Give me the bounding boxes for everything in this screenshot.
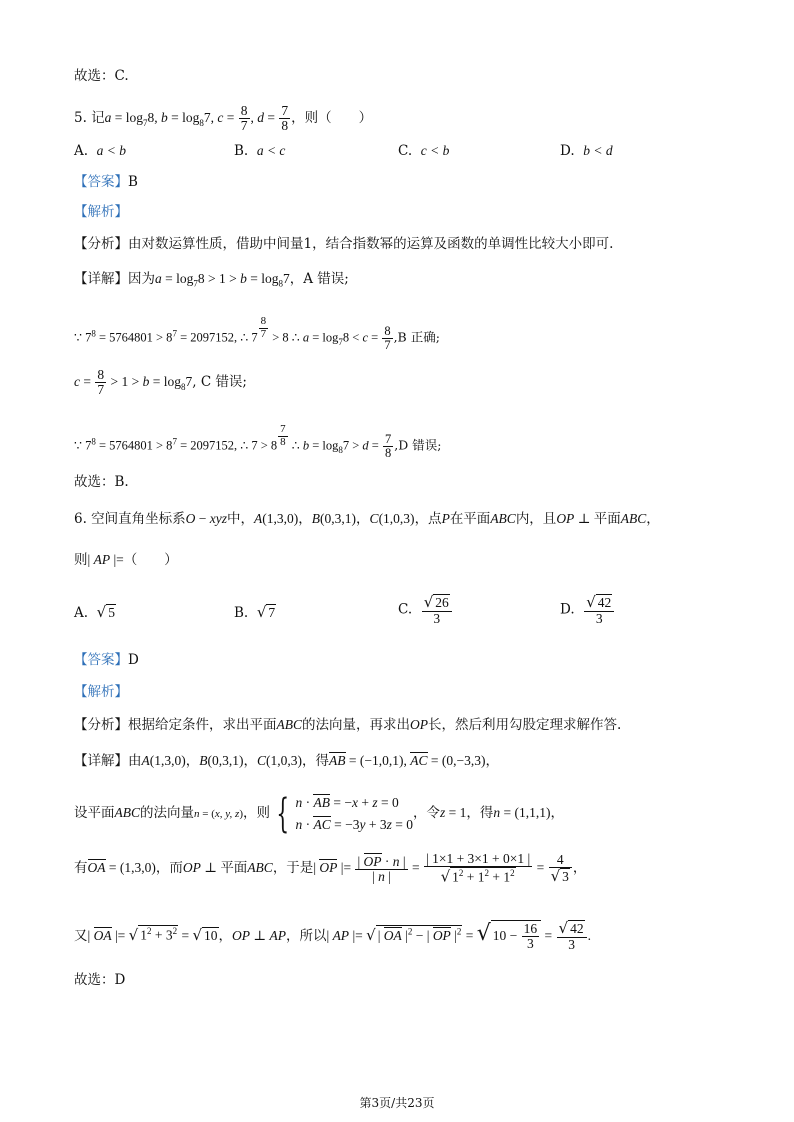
- prev-conclusion: 故选：C.: [74, 68, 129, 84]
- q6-option-b: B. √ 7: [234, 603, 276, 621]
- q5-jiexi: 【解析】: [74, 204, 128, 220]
- q5-xiangjie: 【详解】因为$a = \log_78 > 1 > b = \log_87$，A 错误;: [74, 271, 349, 289]
- q6-option-a: A. √ 5: [74, 603, 115, 621]
- q5-line4: ∵ $7^8 = 5764801 > 8^7 = 2097152$, ∴ 7 > 8 $^{\frac{7}{8}}$ ∴ $b = \log_87 > d$ = $\frac{7}{8}$ ,D 错误;: [74, 423, 442, 460]
- q6-normal: 设平面ABC的法向量n = (x, y, z)，则 { n · AB = −x + z = 0 n · AC = −3y + 3z = 0 ，令z = 1，得n = (1,1,1)，: [74, 790, 564, 837]
- q5-answer: 【答案】B: [74, 174, 138, 190]
- q5-conclusion: 故选：B.: [74, 474, 129, 490]
- q6-answer: 【答案】D: [74, 652, 139, 668]
- q5-fenxi: 【分析】由对数运算性质，借助中间量1，结合指数幂的运算及函数的单调性比较大小即可.: [74, 236, 614, 252]
- q5-option-a: A. a < b: [74, 143, 127, 159]
- q6-stem: 6. 空间直角坐标系O − xyz中，A(1,3,0)，B(0,3,1)，C(1,0,3)，点P在平面ABC内，且OP ⊥ 平面ABC，: [74, 511, 660, 527]
- q5-option-d: D. b < d: [560, 143, 613, 159]
- q5-line3: c = $\frac{8}{7}$ > $1 > b = \log_87$, C 错误;: [74, 367, 247, 398]
- q5-option-b: B. a < c: [234, 143, 286, 159]
- q5-stem-suffix: ，则（ ）: [291, 110, 373, 127]
- q5-line2: ∵ $7^8 = 5764801 > 8^7 = 2097152$, ∴ 7 $^{\frac{8}{7}}$ > 8 ∴ $a = \log_78 < c$ = $\frac{8}{7}$ ,B 正确;: [74, 315, 440, 352]
- q6-stem2: 则| AP |=（ ）: [74, 552, 178, 568]
- q5-stem-prefix: 5. 记: [74, 110, 105, 127]
- q6-jiexi: 【解析】: [74, 684, 128, 700]
- page-footer: 第3页/共23页: [359, 1096, 435, 1110]
- q5-stem: 5. 记$a = \log_78$, $b = \log_87$, c = $\frac{8}{7}$ , d = $\frac{7}{8}$ ，则（ ）: [74, 103, 373, 134]
- q6-option-c: C. $\frac{√ 26}{3}$: [398, 594, 453, 626]
- q6-fenxi: 【分析】根据给定条件，求出平面ABC的法向量，再求出OP长，然后利用勾股定理求解作答.: [74, 717, 622, 733]
- q6-conclusion: 故选：D: [74, 972, 126, 988]
- q5-option-c: C. c < b: [398, 143, 450, 159]
- q6-have: 有OA = (1,3,0)，而OP ⊥ 平面ABC，于是| OP |= $\frac{| OP \cdot n |}{| n |}$ = $\frac{| 1\times 1 + 3\times 1 + 0\times 1 |}{√ 1^2 + 1^2 + 1^2}$ = $\frac{4}{√ 3}$ ，: [74, 851, 587, 886]
- q6-option-d: D. $\frac{√ 42}{3}$: [560, 594, 615, 626]
- q6-again: 又| OA |= √ $1^2 + 3^2$ = √ 10，OP ⊥ AP，所以| AP |= √ | OA $|^2$ − | OP $|^2$ = √ 10 − $\frac{16}{3}$ = $\frac{√ 42}{3}$ .: [74, 919, 591, 953]
- q6-xiangjie: 【详解】由A(1,3,0)，B(0,3,1)，C(1,0,3)，得AB = (−1,0,1), AC = (0,−3,3)，: [74, 753, 499, 769]
